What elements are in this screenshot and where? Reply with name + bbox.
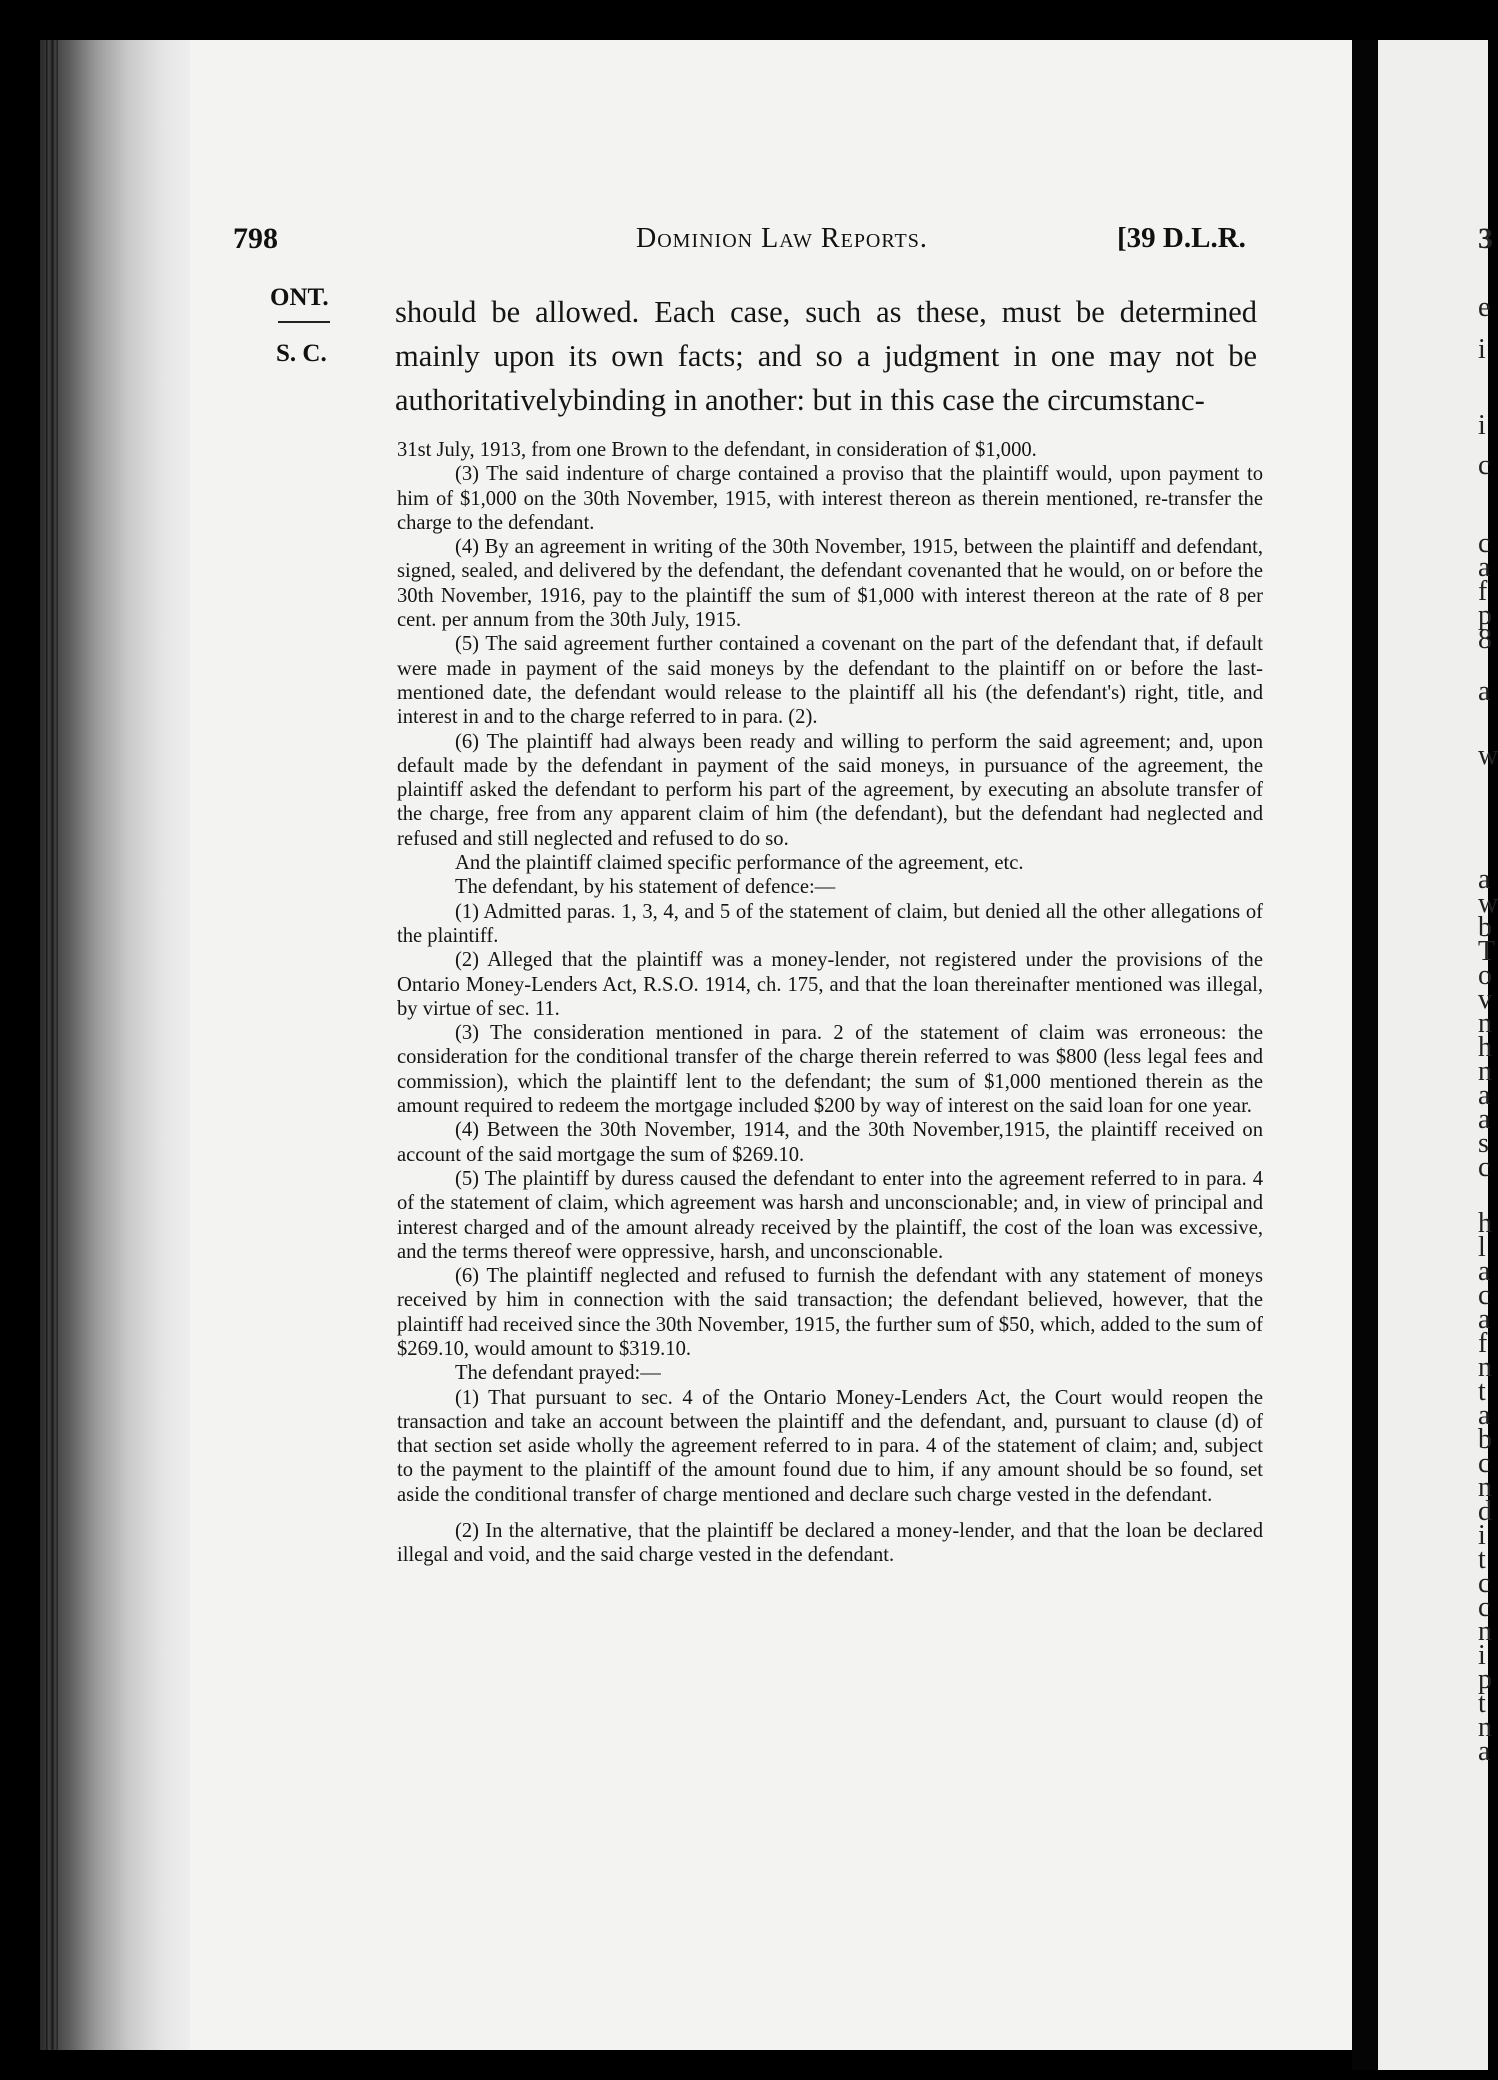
facing-page-fragment: c: [1478, 450, 1491, 481]
running-title: Dominion Law Reports.: [636, 223, 928, 254]
paragraph: (2) In the alternative, that the plaintiff be declared a money-lender, and that the loan be declared illegal and void, and the said charge vested in the defendant.: [397, 1520, 1263, 1567]
facing-page-fragment: p: [1478, 600, 1492, 631]
facing-page-fragment: i: [1478, 1520, 1486, 1551]
facing-page-fragment: n: [1478, 1616, 1492, 1647]
facing-page-fragment: c: [1478, 528, 1491, 559]
facing-page-fragment: n: [1478, 1008, 1492, 1039]
facing-page-fragment: s: [1478, 1128, 1489, 1159]
facing-page-fragment: l: [1478, 1232, 1486, 1263]
facing-page-fragment: e: [1478, 292, 1491, 323]
paragraph: (5) The plaintiff by duress caused the defendant to enter into the agreement referred to in para. 4 of the statement of claim, which agreement was harsh and unconscionable; and, in view of principal and interest charged and of the amount already received by the plaintiff, the cost of the loan was excessive, and the terms thereof were oppressive, harsh, and unconscionable.: [397, 1167, 1263, 1263]
facing-page-fragment: T: [1478, 936, 1496, 967]
court-abbreviation: ONT.: [270, 284, 329, 311]
facing-page-fragment: n: [1478, 1056, 1492, 1087]
judgment-text: should be allowed. Each case, such as these, must be determined mainly upon its own facts; and so a judgment in one may not be authoritativelybinding in another: but in this case the circumstanc-: [395, 295, 1257, 417]
facing-page-fragment: n: [1478, 1352, 1492, 1383]
paragraph: (2) Alleged that the plaintiff was a money-lender, not registered under the provisions of the Ontario Money-Lenders Act, R.S.O. 1914, ch. 175, and that the loan thereinafter mentioned was illegal, by virtue of sec. 11.: [397, 949, 1263, 1020]
facing-page: [1378, 40, 1491, 2070]
facing-page-fragment: b: [1478, 912, 1492, 943]
facing-page-fragment: n: [1478, 1712, 1492, 1743]
facing-page-fragment: a: [1478, 1304, 1491, 1335]
paragraph: (4) Between the 30th November, 1914, and the 30th November,1915, the plaintiff received on account of the said mortgage the sum of $269.10.: [397, 1119, 1263, 1166]
page-stack-edge: [46, 40, 58, 2050]
volume-reference: [39 D.L.R.: [1117, 222, 1246, 254]
pleadings-text: [397, 438, 1263, 1568]
paragraph: (5) The said agreement further contained a covenant on the part of the defendant that, if default were made in payment of the said moneys by the defendant to the plaintiff on or before the last-mentioned date, the defendant would release to the plaintiff all his (the defendant's) right, title, and interest in and to the charge referred to in para. (2).: [397, 633, 1263, 729]
facing-page-fragment: f: [1478, 1328, 1488, 1359]
facing-page-fragment: a: [1478, 676, 1491, 707]
facing-page-fragment: p: [1478, 1664, 1492, 1695]
court-subtitle: S. C.: [276, 340, 327, 367]
facing-page-fragment: a: [1478, 1256, 1491, 1287]
facing-page-fragment: c: [1478, 1448, 1491, 1479]
page-number: 798: [233, 222, 278, 255]
paragraph: 31st July, 1913, from one Brown to the defendant, in consideration of $1,000.: [397, 439, 1037, 461]
facing-page-fragment: f: [1478, 576, 1488, 607]
facing-page-fragment: b: [1478, 1424, 1492, 1455]
facing-page-fragment: c: [1478, 1568, 1491, 1599]
paragraph: (1) That pursuant to sec. 4 of the Ontario Money-Lenders Act, the Court would reopen the transaction and take an account between the plaintiff and the defendant, and, pursuant to clause (d) of that section set aside wholly the agreement referred to in para. 4 of the statement of claim; and, subject to the payment to the plaintiff of the amount found due to him, if any amount should be so found, set aside the conditional transfer of charge mentioned and declare such charge vested in the defendant.: [397, 1386, 1263, 1506]
facing-page-fragment: h: [1478, 1208, 1492, 1239]
facing-page-fragment: d: [1478, 1496, 1492, 1527]
facing-page-fragment: i: [1478, 334, 1486, 365]
facing-page-fragment: i: [1478, 410, 1486, 441]
facing-page-fragment: c: [1478, 1592, 1491, 1623]
facing-page-fragment: a: [1478, 1104, 1491, 1135]
paragraph: The defendant, by his statement of defence:—: [455, 876, 836, 899]
book-gutter: [1352, 40, 1378, 2070]
facing-page-fragment: o: [1478, 960, 1492, 991]
margin-rule: [278, 321, 330, 323]
paragraph: (3) The said indenture of charge contained a proviso that the plaintiff would, upon payment to him of $1,000 on the 30th November, 1915, with interest thereon as therein mentioned, re-transfer the charge to the defendant.: [397, 463, 1263, 534]
paragraph: And the plaintiff claimed specific performance of the agreement, etc.: [455, 852, 1024, 875]
facing-page-fragment: n: [1478, 1472, 1492, 1503]
facing-page-fragment: 8: [1478, 624, 1492, 655]
facing-page-fragment: a: [1478, 1080, 1491, 1111]
book-spine: [40, 40, 200, 2050]
facing-page-fragment: w: [1478, 888, 1498, 919]
facing-page-fragment: c: [1478, 1280, 1491, 1311]
facing-page-fragment: v: [1478, 984, 1492, 1015]
paragraph: (3) The consideration mentioned in para. 2 of the statement of claim was erroneous: the consideration for the conditional transfer of the charge therein referred to was $800 (less legal fees and commission), which the plaintiff lent to the defendant; the sum of $1,000 mentioned therein as the amount required to redeem the mortgage included $200 by way of interest on the said loan for one year.: [397, 1022, 1263, 1118]
paragraph: (6) The plaintiff neglected and refused to furnish the defendant with any statement of moneys received by him in connection with the said transaction; the defendant believed, however, that the plaintiff had received since the 30th November, 1915, the further sum of $50, which, added to the sum of $269.10, would amount to $319.10.: [397, 1265, 1263, 1360]
facing-page-fragment: a: [1478, 864, 1491, 895]
paragraph: (6) The plaintiff had always been ready and willing to perform the said agreement; and, upon default made by the defendant in payment of the said moneys, in pursuance of the agreement, the plaintiff asked the defendant to perform his part of the agreement, by executing an absolute transfer of the charge, free from any apparent claim of him (the defendant), but the defendant had neglected and refused and still neglected and refused to do so.: [397, 730, 1263, 850]
facing-page-fragment: 3: [1478, 222, 1493, 255]
paragraph: The defendant prayed:—: [455, 1362, 661, 1385]
facing-page-fragment: a: [1478, 1736, 1491, 1767]
facing-page-fragment: w: [1478, 740, 1498, 771]
facing-page-fragment: t: [1478, 1544, 1486, 1575]
paragraph: (4) By an agreement in writing of the 30th November, 1915, between the plaintiff and defendant, signed, sealed, and delivered by the defendant, the defendant covenanted that he would, on or before the 30th November, 1916, pay to the plaintiff the sum of $1,000 with interest thereon at the rate of 8 per cent. per annum from the 30th July, 1915.: [397, 536, 1263, 632]
facing-page-fragment: c: [1478, 1152, 1491, 1183]
facing-page-fragment: t: [1478, 1376, 1486, 1407]
facing-page-fragment: a: [1478, 552, 1491, 583]
facing-page-fragment: a: [1478, 1400, 1491, 1431]
paragraph: (1) Admitted paras. 1, 3, 4, and 5 of the statement of claim, but denied all the other allegations of the plaintiff.: [397, 900, 1263, 947]
facing-page-fragment: h: [1478, 1032, 1492, 1063]
facing-page-fragment: t: [1478, 1688, 1486, 1719]
facing-page-fragment: i: [1478, 1640, 1486, 1671]
